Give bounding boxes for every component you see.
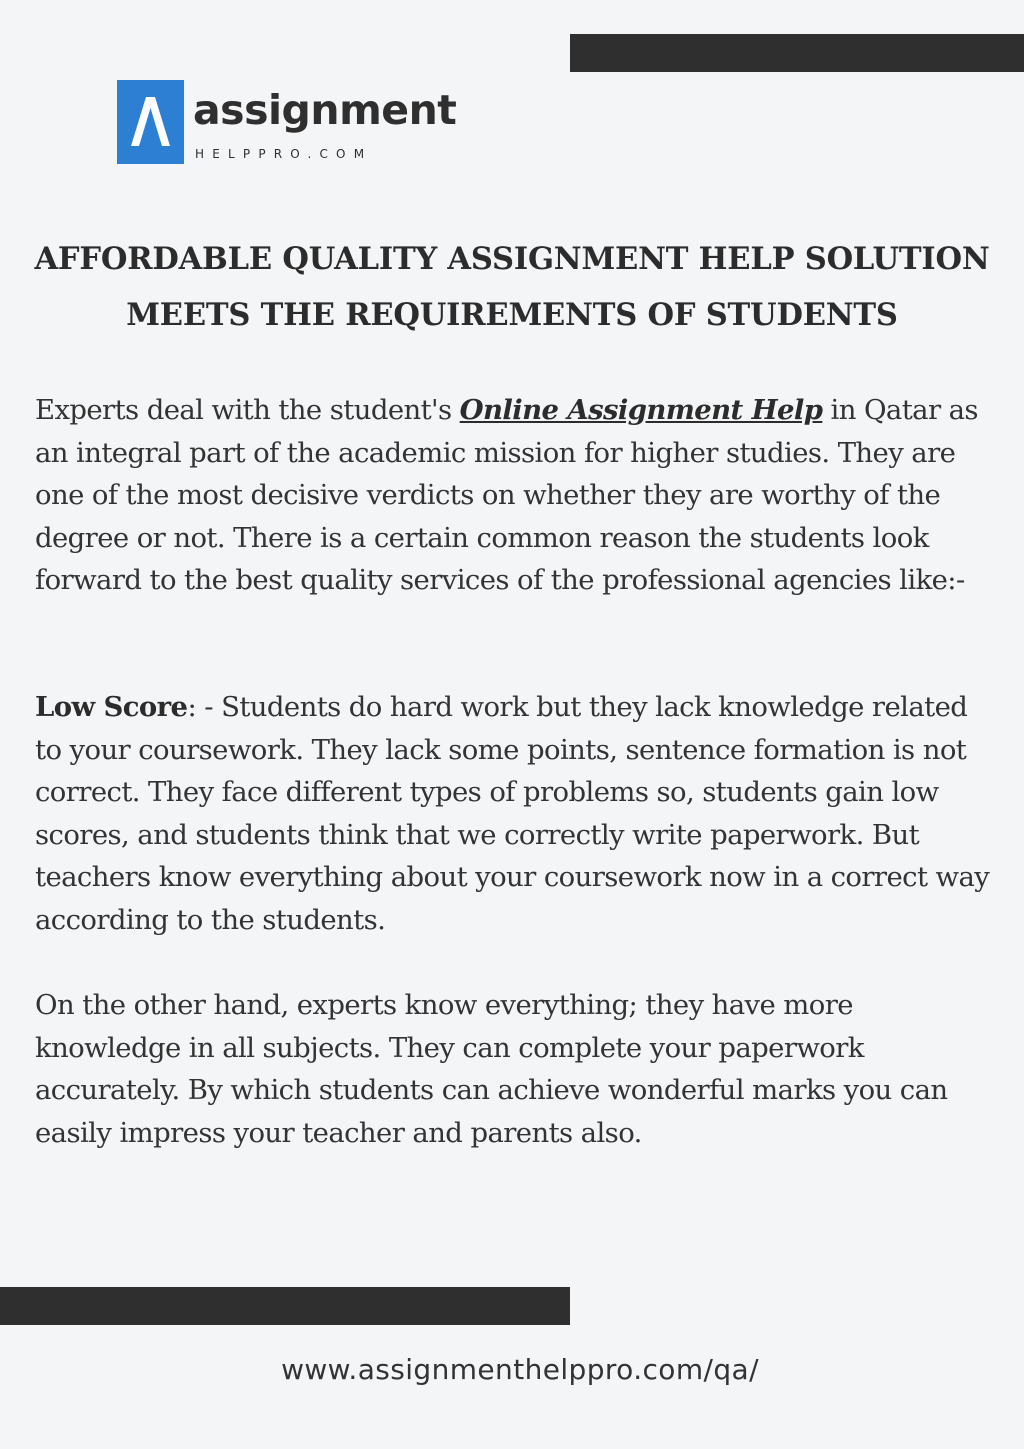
page-title [20, 231, 1004, 343]
brand-logo[interactable] [117, 80, 457, 164]
low-score-heading: Low Score [35, 691, 188, 723]
intro-text-after: in Qatar as an integral part of the academic mission for higher studies. They are one of the most decisive verdicts on whether they are worthy of the degree or not. There is a certain common reason the students look forward to the best quality services of the professional agencies like:- [35, 394, 978, 596]
footer-website-url[interactable]: www.assignmenthelppro.com/qa/ [281, 1353, 759, 1386]
low-score-text: : - Students do hard work but they lack knowledge related to your coursework. They lack some points, sentence formation is not correct. They face different types of problems so, students gain low scores, and students think that we correctly write paperwork. But teachers know everything about your coursework now in a correct way according to the students. [35, 691, 990, 936]
title-line-1: AFFORDABLE QUALITY ASSIGNMENT HELP SOLUTION [34, 241, 990, 277]
bottom-decorative-bar [0, 1287, 570, 1325]
intro-paragraph [35, 389, 995, 602]
intro-text-before: Experts deal with the student's [35, 394, 460, 426]
low-score-paragraph [35, 686, 995, 941]
logo-wordmark: assignment [193, 86, 457, 134]
logo-subtext: HELPPRO.COM [195, 147, 373, 161]
stylized-a-logo-icon [117, 80, 184, 164]
top-decorative-bar [570, 34, 1024, 72]
title-line-2: MEETS THE REQUIREMENTS OF STUDENTS [126, 297, 898, 333]
online-assignment-help-link[interactable]: Online Assignment Help [459, 394, 823, 426]
experts-text: On the other hand, experts know everything; they have more knowledge in all subjects. They can complete your paperwork accurately. By which students can achieve wonderful marks you can easily impress your teacher and parents also. [35, 989, 948, 1149]
experts-paragraph [35, 984, 995, 1154]
